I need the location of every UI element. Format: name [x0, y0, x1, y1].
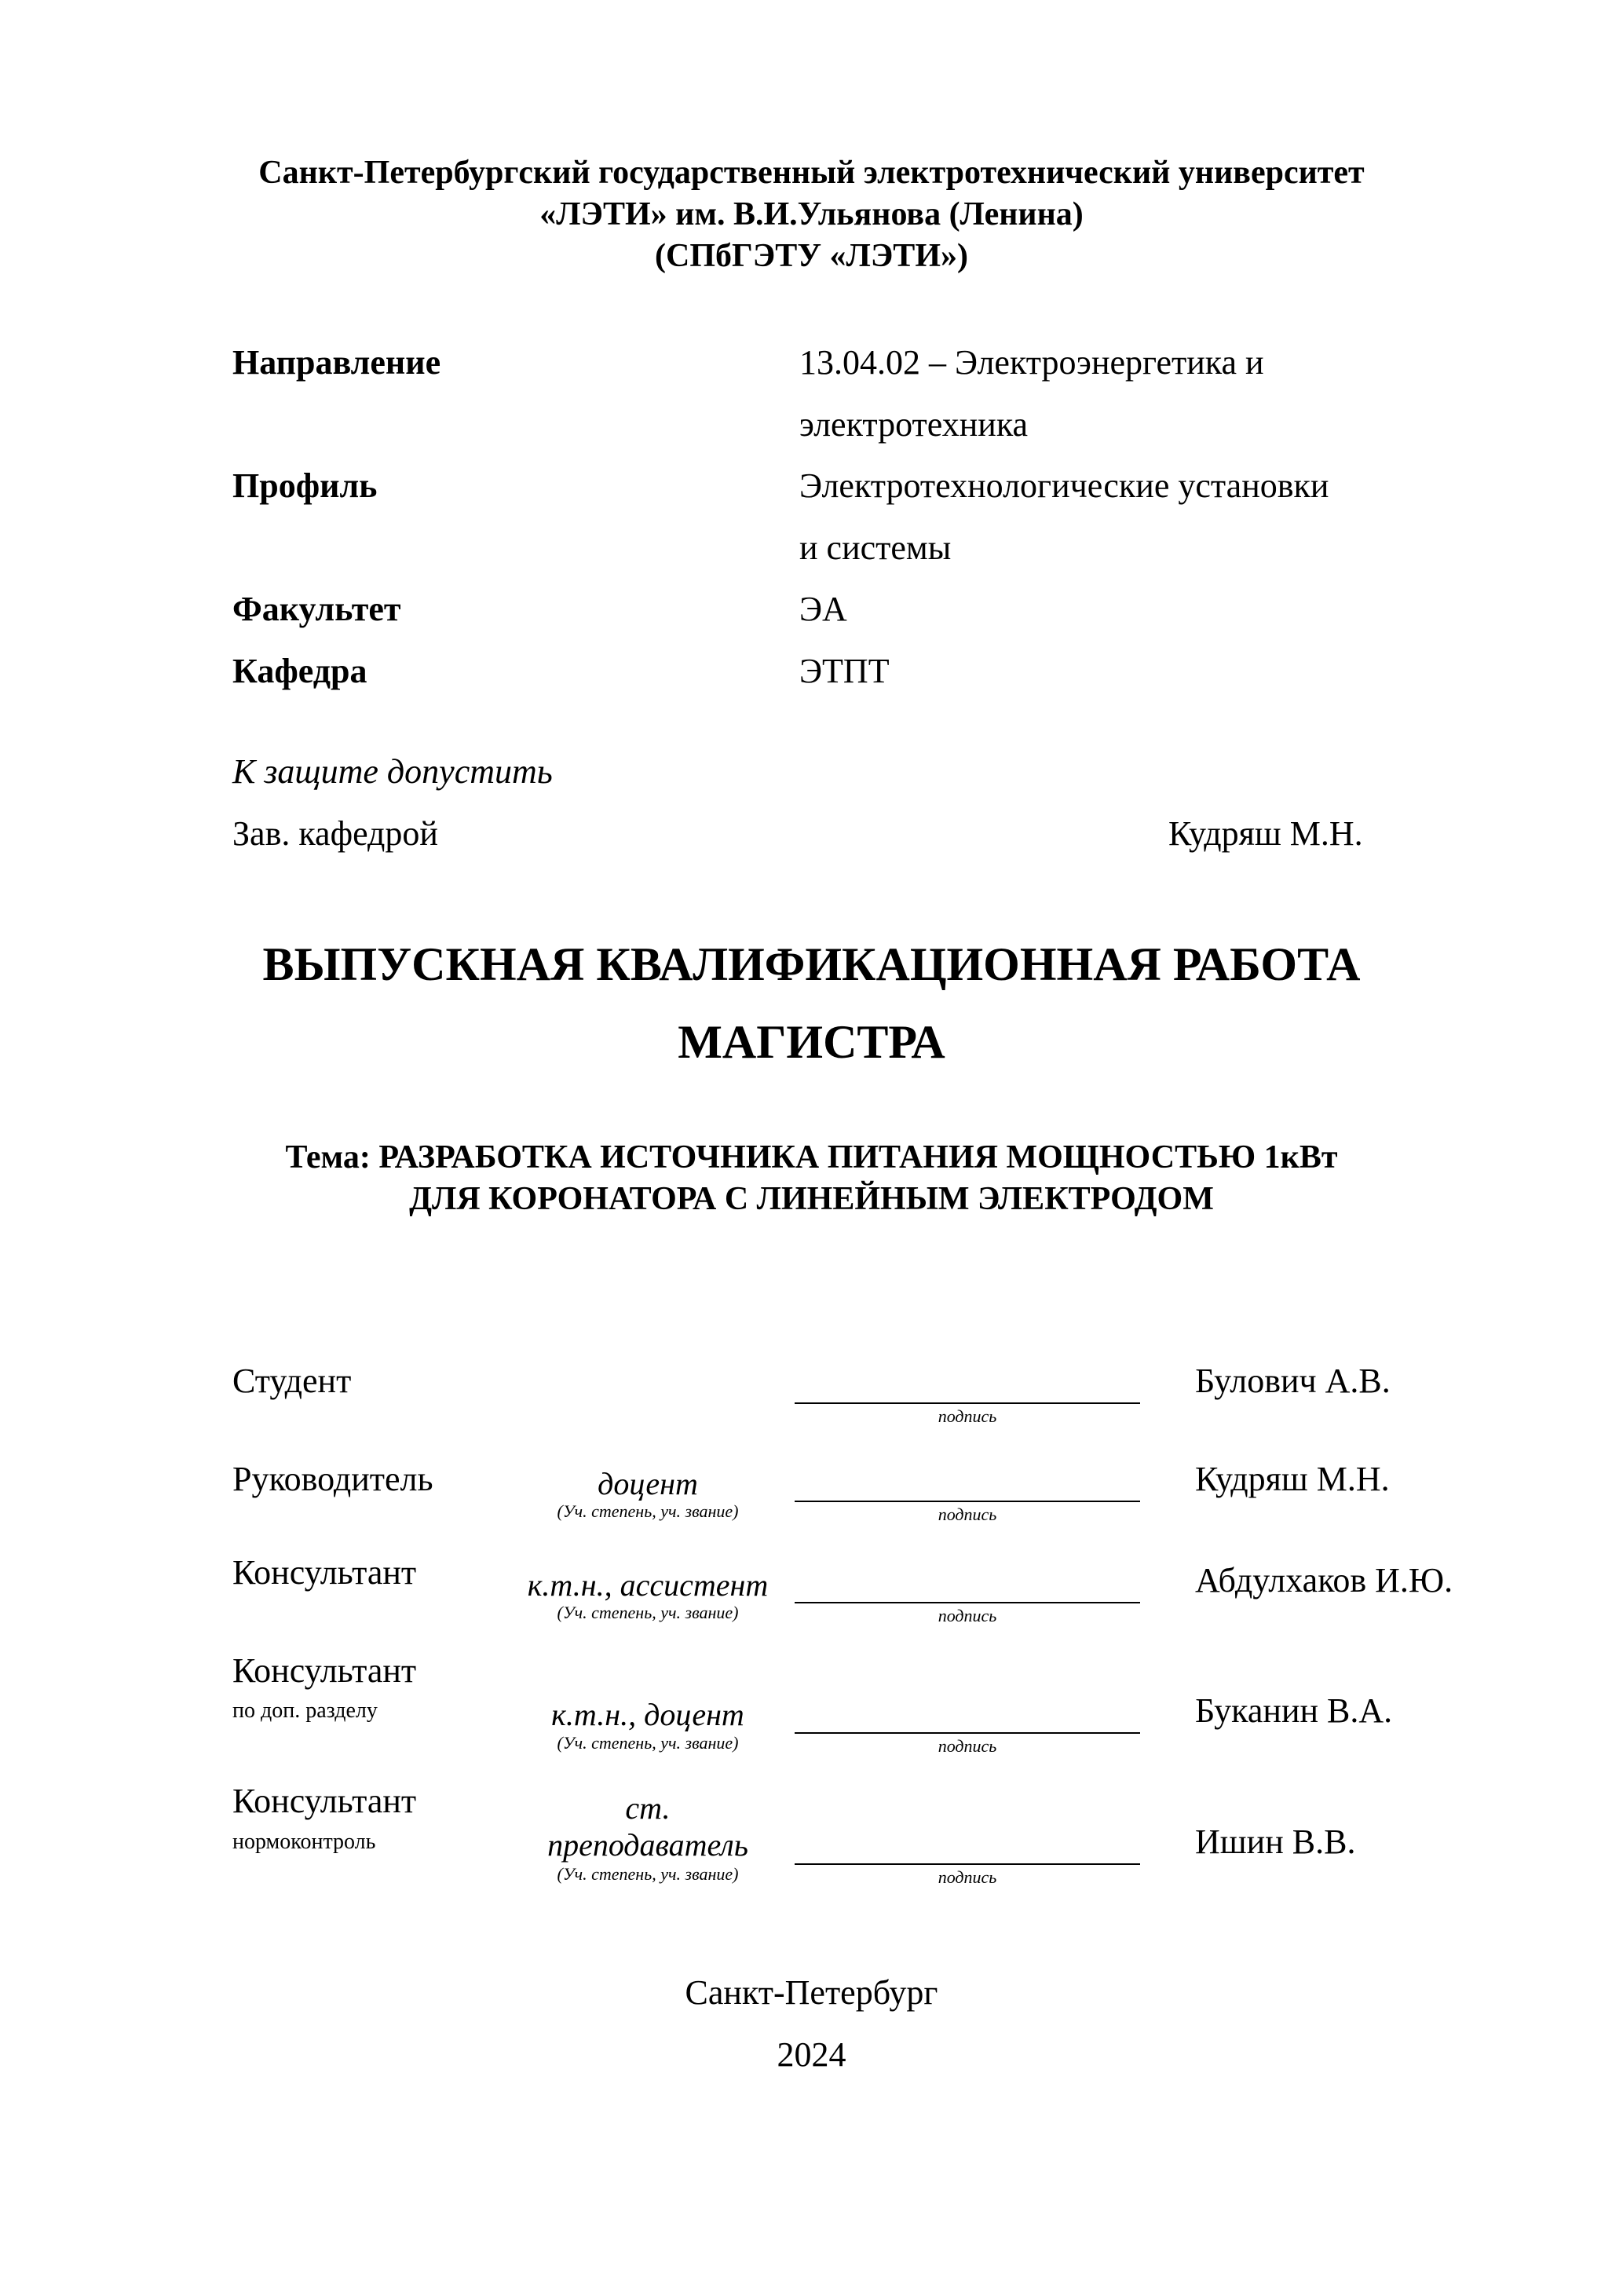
- topic-line1: Тема: РАЗРАБОТКА ИСТОЧНИКА ПИТАНИЯ МОЩНОСТЬЮ 1кВт: [285, 1139, 1338, 1175]
- rank-normcontrol-line1: ст.: [625, 1790, 671, 1826]
- role-supervisor: Руководитель: [232, 1460, 433, 1498]
- rank-supervisor: доцент: [598, 1466, 698, 1501]
- direction-value-line2: электротехника: [799, 405, 1029, 444]
- signature-caption-consultant-extra: подпись: [938, 1736, 997, 1756]
- rank-caption-normcontrol: (Уч. степень, уч. звание): [557, 1864, 739, 1884]
- work-title-line1: ВЫПУСКНАЯ КВАЛИФИКАЦИОННАЯ РАБОТА: [262, 938, 1361, 990]
- work-title-line2: МАГИСТРА: [678, 1016, 945, 1068]
- signature-line-consultant: [795, 1602, 1140, 1603]
- rank-consultant-extra: к.т.н., доцент: [551, 1697, 744, 1732]
- faculty-label: Факультет: [232, 590, 401, 628]
- profile-value-line2: и системы: [799, 528, 952, 567]
- signature-line-student: [795, 1402, 1140, 1404]
- rank-caption-consultant-extra: (Уч. степень, уч. звание): [557, 1733, 739, 1753]
- role-sub-normcontrol: нормоконтроль: [232, 1830, 376, 1854]
- role-sub-consultant-extra: по доп. разделу: [232, 1698, 378, 1723]
- name-supervisor: Кудряш М.Н.: [1195, 1460, 1390, 1498]
- direction-label: Направление: [232, 343, 441, 382]
- signature-line-normcontrol: [795, 1863, 1140, 1865]
- footer-year: 2024: [777, 2035, 846, 2074]
- role-consultant: Консультант: [232, 1553, 417, 1592]
- name-consultant-extra: Буканин В.А.: [1195, 1691, 1393, 1730]
- faculty-value: ЭА: [799, 590, 847, 628]
- approval-name: Кудряш М.Н.: [1168, 814, 1363, 853]
- signature-caption-student: подпись: [938, 1406, 997, 1426]
- signature-line-supervisor: [795, 1501, 1140, 1502]
- university-name: Санкт-Петербургский государственный электротехнический университет: [258, 155, 1365, 191]
- university-subname: «ЛЭТИ» им. В.И.Ульянова (Ленина): [539, 196, 1084, 232]
- rank-caption-consultant: (Уч. степень, уч. звание): [557, 1603, 739, 1622]
- direction-value-line1: 13.04.02 – Электроэнергетика и: [799, 343, 1264, 382]
- rank-consultant: к.т.н., ассистент: [527, 1567, 769, 1603]
- department-label: Кафедра: [232, 652, 367, 690]
- department-value: ЭТПТ: [799, 652, 890, 690]
- role-consultant-extra: Консультант: [232, 1651, 417, 1690]
- rank-caption-supervisor: (Уч. степень, уч. звание): [557, 1501, 739, 1521]
- signature-line-consultant-extra: [795, 1732, 1140, 1734]
- signature-caption-consultant: подпись: [938, 1606, 997, 1625]
- role-student: Студент: [232, 1362, 352, 1400]
- profile-value-line1: Электротехнологические установки: [799, 466, 1329, 505]
- university-abbr: (СПбГЭТУ «ЛЭТИ»): [655, 238, 968, 274]
- topic-line2: ДЛЯ КОРОНАТОРА С ЛИНЕЙНЫМ ЭЛЕКТРОДОМ: [409, 1181, 1214, 1217]
- signature-caption-normcontrol: подпись: [938, 1867, 997, 1887]
- approval-caption: К защите допустить: [232, 752, 553, 791]
- name-consultant: Абдулхаков И.Ю.: [1195, 1561, 1453, 1600]
- footer-city: Санкт-Петербург: [685, 1973, 938, 2012]
- profile-label: Профиль: [232, 466, 378, 505]
- rank-normcontrol-line2: преподаватель: [547, 1827, 748, 1863]
- name-student: Булович А.В.: [1195, 1362, 1391, 1400]
- approval-position: Зав. кафедрой: [232, 814, 438, 853]
- role-normcontrol: Консультант: [232, 1782, 417, 1820]
- signature-caption-supervisor: подпись: [938, 1504, 997, 1524]
- name-normcontrol: Ишин В.В.: [1195, 1823, 1356, 1861]
